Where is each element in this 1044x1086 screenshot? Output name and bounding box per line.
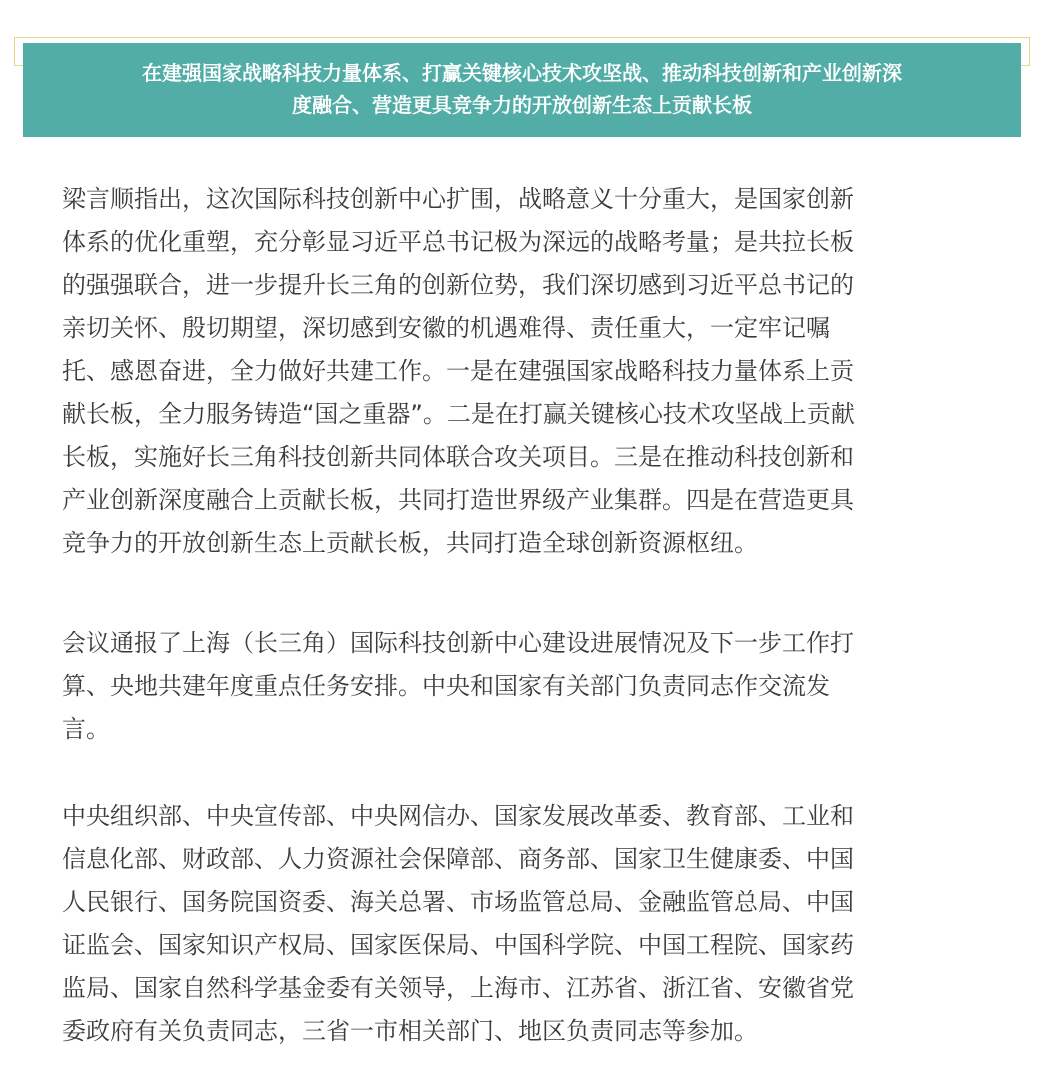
banner-heading-line: 度融合、营造更具竞争力的开放创新生态上贡献长板 [292,93,752,117]
paragraph-line: 托、感恩奋进，全力做好共建工作。一是在建强国家战略科技力量体系上贡 [62,357,854,385]
paragraph-line: 产业创新深度融合上贡献长板，共同打造世界级产业集群。四是在营造更具 [62,486,854,514]
banner-heading-line: 在建强国家战略科技力量体系、打赢关键核心技术攻坚战、推动科技创新和产业创新深 [142,61,902,85]
paragraph-liang-yanshun-remarks [62,178,986,565]
paragraph-line: 算、央地共建年度重点任务安排。中央和国家有关部门负责同志作交流发 [62,672,830,700]
paragraph-meeting-briefing [62,622,986,751]
paragraph-line: 信息化部、财政部、人力资源社会保障部、商务部、国家卫生健康委、中国 [62,845,854,873]
paragraph-line: 委政府有关负责同志，三省一市相关部门、地区负责同志等参加。 [62,1017,758,1045]
paragraph-line: 人民银行、国务院国资委、海关总署、市场监管总局、金融监管总局、中国 [62,888,854,916]
paragraph-line: 的强强联合，进一步提升长三角的创新位势，我们深切感到习近平总书记的 [62,271,854,299]
paragraph-line: 言。 [62,715,110,743]
paragraph-line: 监局、国家自然科学基金委有关领导，上海市、江苏省、浙江省、安徽省党 [62,974,854,1002]
paragraph-line: 梁言顺指出，这次国际科技创新中心扩围，战略意义十分重大，是国家创新 [62,185,854,213]
paragraph-line: 长板，实施好长三角科技创新共同体联合攻关项目。三是在推动科技创新和 [62,443,854,471]
section-heading-banner [23,43,1021,137]
paragraph-line: 会议通报了上海（长三角）国际科技创新中心建设进展情况及下一步工作打 [62,629,854,657]
paragraph-line: 中央组织部、中央宣传部、中央网信办、国家发展改革委、教育部、工业和 [62,802,854,830]
paragraph-line: 亲切关怀、殷切期望，深切感到安徽的机遇难得、责任重大，一定牢记嘱 [62,314,830,342]
paragraph-line: 竞争力的开放创新生态上贡献长板，共同打造全球创新资源枢纽。 [62,529,758,557]
paragraph-attendees [62,795,986,1053]
paragraph-line: 献长板，全力服务铸造“国之重器”。二是在打赢关键核心技术攻坚战上贡献 [62,400,855,428]
paragraph-line: 证监会、国家知识产权局、国家医保局、中国科学院、中国工程院、国家药 [62,931,854,959]
paragraph-line: 体系的优化重塑，充分彰显习近平总书记极为深远的战略考量；是共拉长板 [62,228,854,256]
